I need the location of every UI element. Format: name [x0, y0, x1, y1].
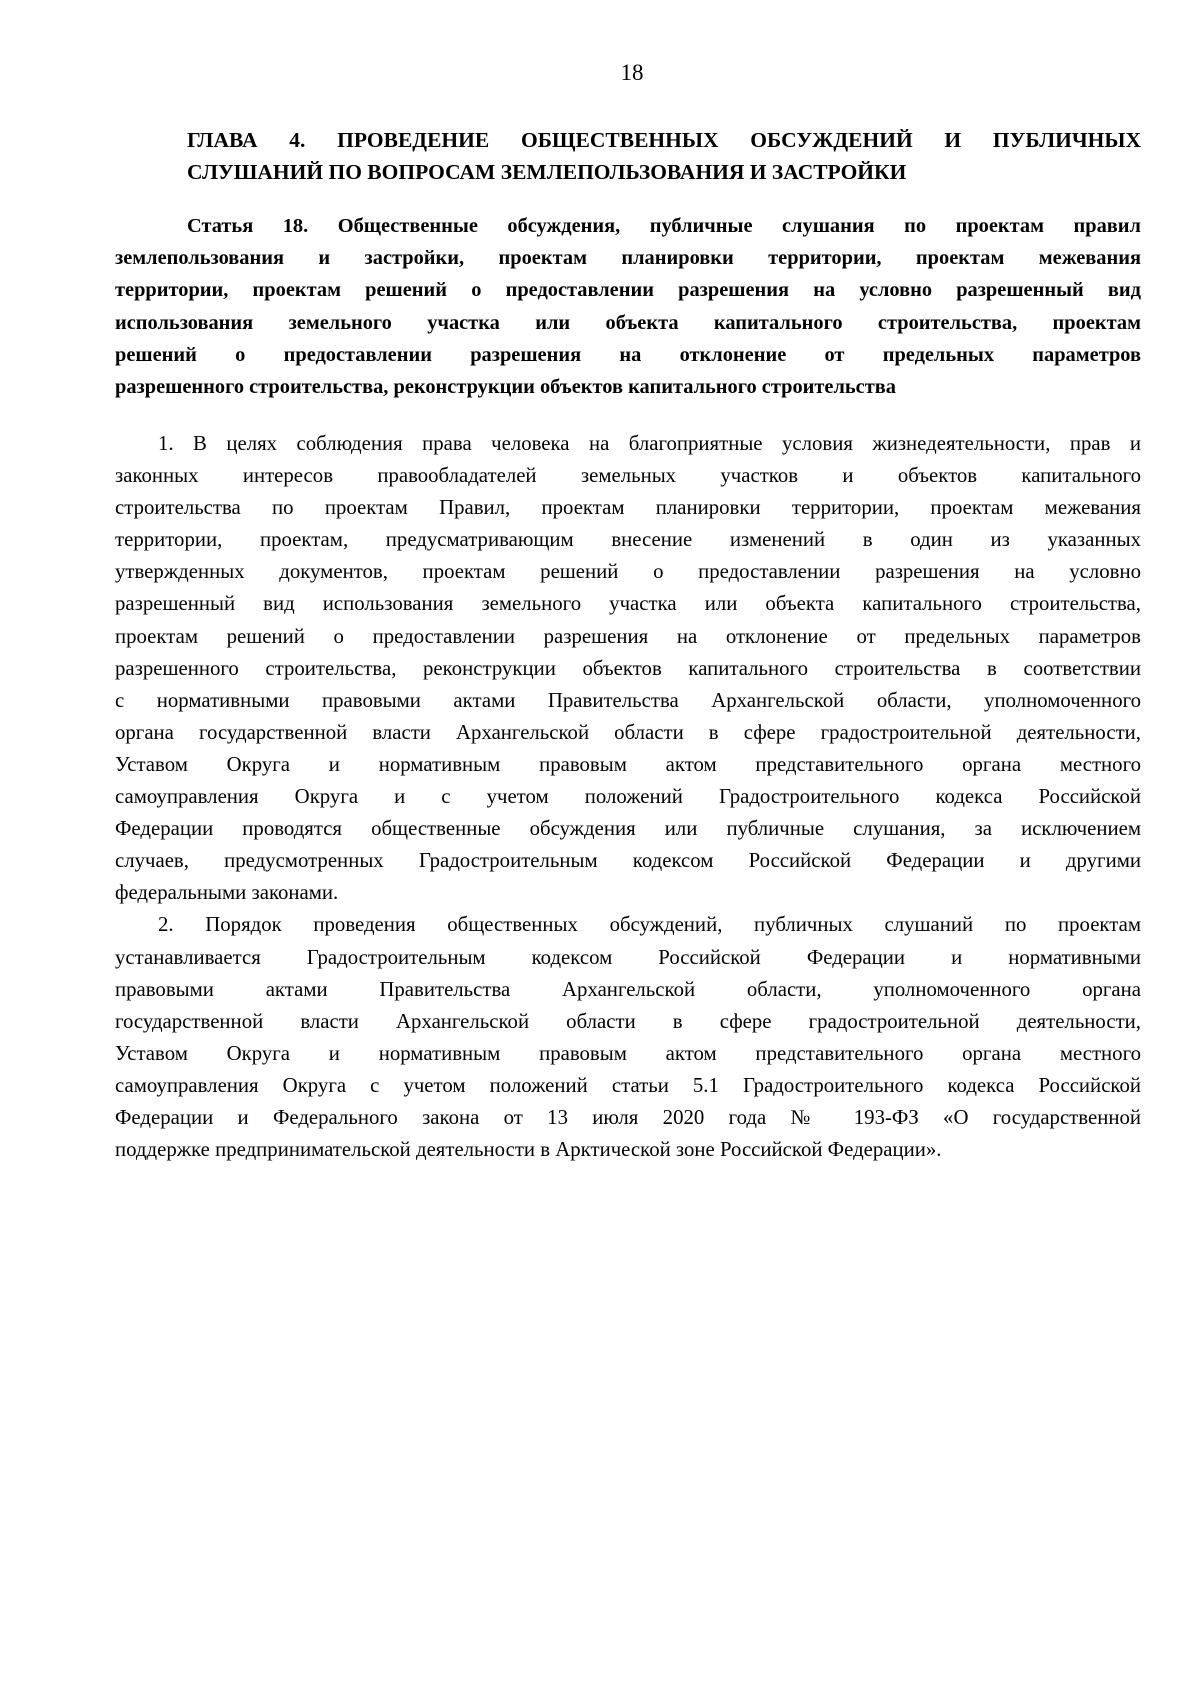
paragraph-line: правовыми актами Правительства Архангельской области, уполномоченного органа — [115, 977, 1141, 1001]
paragraph-line: 1. В целях соблюдения права человека на благоприятные условия жизнедеятельности, прав и — [158, 432, 1141, 455]
paragraph-line: органа государственной власти Архангельской области в сфере градостроительной деятельности, — [115, 720, 1141, 744]
paragraph-line: государственной власти Архангельской области в сфере градостроительной деятельности, — [115, 1009, 1141, 1033]
paragraph-line: Уставом Округа и нормативным правовым актом представительного органа местного — [115, 752, 1141, 776]
article-heading-line: использования земельного участка или объекта капитального строительства, проектам — [115, 311, 1141, 334]
paragraph-line: утвержденных документов, проектам решений о предоставлении разрешения на условно — [115, 560, 1141, 584]
article-heading-line: землепользования и застройки, проектам планировки территории, проектам межевания — [115, 247, 1141, 270]
paragraph-2 — [115, 909, 1141, 1166]
paragraph-1 — [115, 428, 1141, 909]
article-body — [115, 428, 1141, 1166]
paragraph-line: самоуправления Округа с учетом положений статьи 5.1 Градостроительного кодекса Российской — [115, 1073, 1141, 1097]
paragraph-line: Уставом Округа и нормативным правовым актом представительного органа местного — [115, 1041, 1141, 1065]
paragraph-line: 2. Порядок проведения общественных обсуждений, публичных слушаний по проектам — [158, 913, 1141, 937]
article-heading — [115, 210, 1141, 403]
paragraph-line: самоуправления Округа и с учетом положений Градостроительного кодекса Российской — [115, 785, 1141, 809]
chapter-heading-line: ГЛАВА 4. ПРОВЕДЕНИЕ ОБЩЕСТВЕННЫХ ОБСУЖДЕНИЙ И ПУБЛИЧНЫХ — [187, 128, 1141, 152]
paragraph-line: территории, проектам, предусматривающим внесение изменений в один из указанных — [115, 528, 1141, 552]
article-heading-line: разрешенного строительства, реконструкции объектов капитального строительства — [115, 376, 896, 399]
paragraph-line: законных интересов правообладателей земельных участков и объектов капитального — [115, 464, 1141, 488]
paragraph-line: с нормативными правовыми актами Правительства Архангельской области, уполномоченного — [115, 688, 1141, 712]
paragraph-line: случаев, предусмотренных Градостроительным кодексом Российской Федерации и другими — [115, 849, 1141, 873]
article-heading-line: Статья 18. Общественные обсуждения, публичные слушания по проектам правил — [187, 215, 1141, 237]
page-number: 18 — [620, 60, 644, 85]
paragraph-line: разрешенный вид использования земельного участка или объекта капитального строительства, — [115, 592, 1141, 616]
paragraph-line: федеральными законами. — [115, 881, 339, 905]
paragraph-line: поддержке предпринимательской деятельности в Арктической зоне Российской Федерации». — [115, 1138, 942, 1162]
chapter-heading — [187, 124, 1141, 188]
paragraph-line: Федерации и Федерального закона от 13 июля 2020 года № 193-ФЗ «О государственной — [115, 1105, 1141, 1129]
paragraph-line: Федерации проводятся общественные обсуждения или публичные слушания, за исключением — [115, 817, 1141, 841]
paragraph-line: устанавливается Градостроительным кодексом Российской Федерации и нормативными — [115, 945, 1141, 969]
paragraph-line: строительства по проектам Правил, проектам планировки территории, проектам межевания — [115, 496, 1141, 520]
paragraph-line: проектам решений о предоставлении разрешения на отклонение от предельных параметров — [115, 624, 1141, 648]
chapter-heading-line: СЛУШАНИЙ ПО ВОПРОСАМ ЗЕМЛЕПОЛЬЗОВАНИЯ И ЗАСТРОЙКИ — [187, 160, 907, 184]
article-heading-line: решений о предоставлении разрешения на отклонение от предельных параметров — [115, 343, 1141, 366]
paragraph-line: разрешенного строительства, реконструкции объектов капитального строительства в соответствии — [115, 656, 1141, 680]
article-heading-line: территории, проектам решений о предоставлении разрешения на условно разрешенный вид — [115, 279, 1141, 302]
